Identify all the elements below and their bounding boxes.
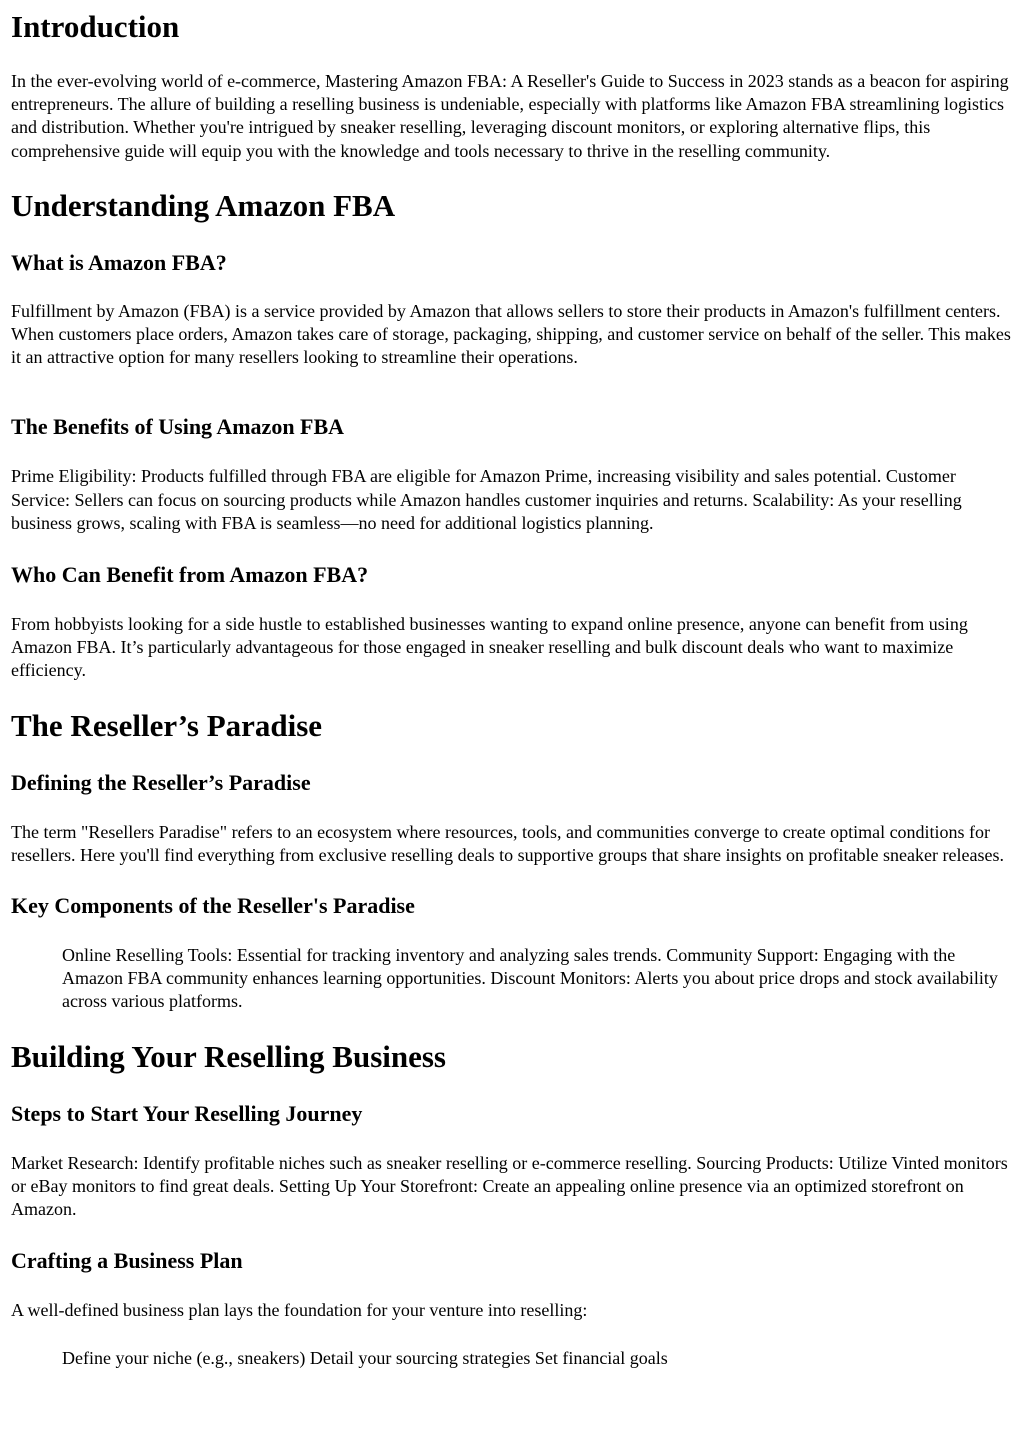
what-is-fba-paragraph: Fulfillment by Amazon (FBA) is a service provided by Amazon that allows sellers to store their products in Amazon's fulfillment centers. When customers place orders, Amazon takes care of storage, packaging, shipping, and customer service on behalf of the seller. This makes it an attractive option for many resellers looking to streamline their operations. (11, 300, 1011, 368)
key-components-blockquote: Online Reselling Tools: Essential for tracking inventory and analyzing sales trends. Community Support: Engaging with the Amazon FBA community enhances learning opportunities. Discount Monitors: Alerts you about price drops and stock availability across various platforms. (62, 945, 998, 1012)
subheading-business-plan: Crafting a Business Plan (11, 1248, 243, 1274)
steps-paragraph: Market Research: Identify profitable niches such as sneaker reselling or e-commerce reselling. Sourcing Products: Utilize Vinted monitors or eBay monitors to find great deals. Setting Up Your Storefront: Create an appealing online presence via an optimized storefront on Amazon. (11, 1152, 1008, 1220)
benefits-paragraph: Prime Eligibility: Products fulfilled through FBA are eligible for Amazon Prime, increasing visibility and sales potential. Customer Service: Sellers can focus on sourcing products while Amazon handles customer inquiries and returns. Scalability: As your reselling business grows, scaling with FBA is seamless—no need for additional logistics planning. (11, 466, 962, 533)
business-plan-paragraph: A well-defined business plan lays the foundation for your venture into reselling: (11, 1300, 588, 1321)
business-plan-list-blockquote: Define your niche (e.g., sneakers) Detail your sourcing strategies Set financial goals (62, 1348, 668, 1369)
subheading-who-can-benefit: Who Can Benefit from Amazon FBA? (11, 562, 369, 588)
section-heading-building-business: Building Your Reselling Business (11, 1038, 446, 1074)
section-heading-resellers-paradise: The Reseller’s Paradise (11, 707, 323, 743)
section-heading-understanding-fba: Understanding Amazon FBA (11, 187, 396, 223)
subheading-steps-to-start: Steps to Start Your Reselling Journey (11, 1100, 363, 1126)
section-heading-introduction: Introduction (11, 9, 180, 44)
subheading-benefits-of-fba: The Benefits of Using Amazon FBA (11, 414, 345, 440)
who-can-benefit-paragraph: From hobbyists looking for a side hustle to established businesses wanting to expand online presence, anyone can benefit from using Amazon FBA. It’s particularly advantageous for those engaged in sneaker reselling and bulk discount deals who want to maximize efficiency. (11, 614, 968, 681)
subheading-key-components: Key Components of the Reseller's Paradise (11, 893, 415, 919)
introduction-paragraph: In the ever-evolving world of e-commerce, Mastering Amazon FBA: A Reseller's Guide to Success in 2023 stands as a beacon for aspiring entrepreneurs. The allure of building a reselling business is undeniable, especially with platforms like Amazon FBA streamlining logistics and distribution. Whether you're intrigued by sneaker reselling, leveraging discount monitors, or exploring alternative flips, this comprehensive guide will equip you with the knowledge and tools necessary to thrive in the reselling community. (11, 71, 1009, 161)
subheading-defining-paradise: Defining the Reseller’s Paradise (11, 769, 311, 795)
defining-paradise-paragraph: The term "Resellers Paradise" refers to an ecosystem where resources, tools, and communities converge to create optimal conditions for resellers. Here you'll find everything from exclusive reselling deals to supportive groups that share insights on profitable sneaker releases. (11, 821, 1004, 865)
subheading-what-is-fba: What is Amazon FBA? (11, 249, 227, 275)
